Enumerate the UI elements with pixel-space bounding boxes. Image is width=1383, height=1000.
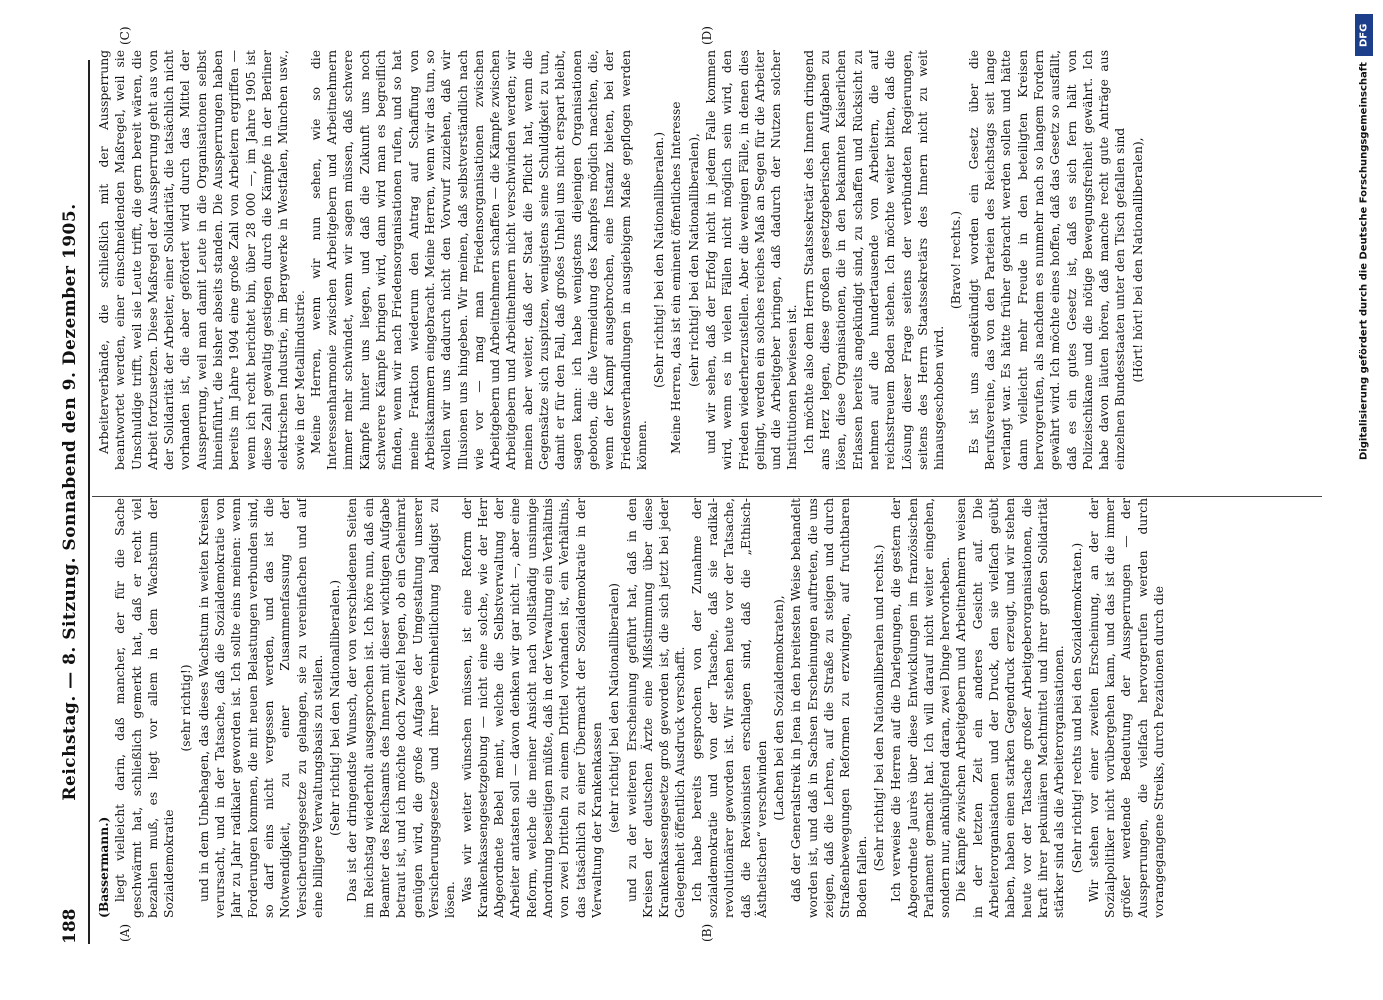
interjection: (Hört! hört! bei den Nationalliberalen), <box>1130 137 1145 383</box>
interjection: (sehr richtig! bei den Nationalliberalen), <box>686 133 701 387</box>
interjection: (Sehr richtig! bei den Nationalliberalen.) <box>652 132 667 389</box>
interjection: (Bravo! rechts.) <box>949 210 964 310</box>
dfg-sidebar <box>1335 10 1383 990</box>
margin-marker-d: (D) <box>700 26 714 45</box>
paragraph: Ich habe bereits gesprochen von der Zunahme der sozialdemokratie und von der Tatsache, daß sie radikal-revolutionärer geworden ist. Wir stehen heute vor der Tatsache, daß die Revisionisten erschlagen sind, daß die „Ethisch-Ästhetischen“ verschwinden <box>689 498 769 918</box>
margin-marker-b: (B) <box>700 923 714 942</box>
paragraph: und in dem Unbehagen, das dieses Wachstum in weiten Kreisen verursacht, und in der Tatsache, daß die Sozialdemokratie von Jahr zu Jahr radikaler geworden ist. Ich sollte eins meinen: wenn Forderungen kommen, die mit neuen Belastungen verbunden sind, so darf eins nicht vergessen werden, und das ist die Notwendigkeit, zu einer Zusammenfassung der Versicherungsgesetze zu gelangen, sie zu vereinfachen und auf eine billigere Verwaltungsbasis zu stellen. <box>196 498 325 918</box>
paragraph: Ich möchte also dem Herrn Staatssekretär des Innern dringend ans Herz legen, diese großen gesetzgeberischen Aufgaben zu lösen, diese Organisationen, die in den bekannten Kaiserlichen Erlassen bereits angekündigt sind, zu schaffen und Rücksicht zu nehmen auf die hundertausende von Arbeitern, die auf reichsstreuem Boden stehen. Ich möchte weiter bitten, daß die Lösung dieser Frage seitens der verbündeten Regierungen, seitens des Herrn Staatssekretärs des Innern nicht zu weit hinausgeschoben wird. <box>801 50 947 470</box>
paragraph: daß der Generalstreik in Jena in den breitesten Weise behandelt worden ist, und daß in Sachsen Erscheinungen auftreten, die uns zeigen, daß die Lehren, auf die Straße zu steigen und durch Straßenbewegungen Reformen zu erzwingen, auf fruchtbaren Boden fallen. <box>789 498 869 918</box>
header-rule <box>88 60 90 944</box>
interjection: (Sehr richtig! rechts und bei den Sozialdemokraten.) <box>1069 542 1084 874</box>
paragraph: Die Kämpfe zwischen Arbeitgebern und Arbeitnehmern weisen in der letzten Zeit ein anderes Gesicht auf. Die Arbeiterorganisationen und der Druck, den sie vielfach geübt haben, haben einen starken Gegendruck erzeugt, und wir stehen heute vor der Tatsache großer Arbeitgeberorganisationen, die kraft ihrer pekuniären Machtmittel und ihrer großen Solidarität stärker sind als die Arbeiterorganisationen. <box>954 498 1067 918</box>
running-title: Reichstag. — 8. Sitzung. Sonnabend den 9. Dezember 1905. <box>60 203 80 801</box>
paragraph: Was wir weiter wünschen müssen, ist eine Reform der Krankenkassengesetzgebung — nicht eine solche, wie der Herr Abgeordnete Bebel meint, welche die Selbstverwaltung der Arbeiter antasten soll — davon denken wir gar nicht —, aber eine Reform, welche die meiner Ansicht nach vollständig unsinnige Anordnung beseitigen müßte, daß in der Verwaltung ein Verhältnis von zwei Dritteln zu einem Drittel vorhanden ist, ein Verhältnis, das tatsächlich zu einer Übermacht der Sozialdemokratie in der Verwaltung der Krankenkassen <box>459 498 604 918</box>
right-column <box>96 50 1326 470</box>
digitization-credit: Digitalisierung gefördert durch die Deutsche Forschungsgemeinschaft <box>1358 62 1370 460</box>
paragraph: Es ist uns angekündigt worden ein Gesetz über die Berufsvereine, das von den Parteien des Reichstags seit lange verlangt war. Es hätte früher gebracht werden sollen und hätte dann vielleicht mehr Freude in den beteiligten Kreisen hervorgerufen, als nachdem es nunmehr nach so langem Fordern gewährt wird. Ich möchte eines hoffen, daß das Gesetz so ausfällt, daß es ein gutes Gesetz ist, daß es sich fern hält von Polizeischikane und die nötige Bewegungsfreiheit gewährt. Ich habe davon läuten hören, daß manche recht gute Anträge aus einzelnen Bundesstaaten unter den Tisch gefallen sind <box>966 50 1128 470</box>
margin-marker-a: (A) <box>118 923 132 942</box>
interjection: (Sehr richtig! bei den Nationalliberalen.) <box>328 580 343 837</box>
paragraph: Das ist der dringendste Wunsch, der von verschiedenen Seiten im Reichstag wiederholt ausgesprochen ist. Ich höre nun, daß ein Beamter des Reichsamts des Innern mit dieser wichtigen Aufgabe betraut ist, und ich möchte doch Zweifel hegen, ob ein Geheimrat genügen wird, die große Aufgabe der Umgestaltung unserer Versicherungsgesetze und ihrer Vereinheitlichung baldigst zu lösen. <box>345 498 458 918</box>
paragraph: Meine Herren, wenn wir nun sehen, wie so die Interessenharmonie zwischen Arbeitgebern und Arbeitnehmern immer mehr schwindet, wenn wir sagen müssen, daß schwere Kämpfe hinter uns liegen, und daß die Zukunft uns noch schwerere Kämpfe bringen wird, dann wird man es begreiflich finden, wenn wir nach Friedensorganisationen rufen, und so hat meine Fraktion wiederum den Antrag auf Schaffung von Arbeitskammern eingebracht. Meine Herren, wenn wir das tun, so wollen wir uns dadurch nicht den Vorwurf zuziehen, daß wir Illusionen uns hingeben. Wir meinen, daß selbstverständlich nach wie vor — mag man Friedensorganisationen zwischen Arbeitgebern und Arbeitnehmern schaffen — die Kämpfe zwischen Arbeitgebern und Arbeitnehmern nicht verschwinden werden; wir meinen aber weiter, daß der Staat die Pflicht hat, wenn die Gegensätze sich zuspitzen, wenigstens seine Schuldigkeit zu tun, damit er für den Fall, daß großes Unheil uns nicht erspart bleibt, sagen kann: ich habe wenigstens diejenigen Organisationen geboten, die die Vermeidung des Kampfes möglich machten, die, wenn der Kampf ausgebrochen, eine Instanz bieten, bei der Friedensverhandlungen in ausgiebigem Maße gepflogen werden können. <box>308 50 649 470</box>
margin-marker-c: (C) <box>118 26 132 45</box>
interjection: (Sehr richtig! bei den Nationalliberalen und rechts.) <box>871 544 886 872</box>
paragraph: und zu der weiteren Erscheinung geführt hat, daß in den Kreisen der deutschen Ärzte eine Mißstimmung über diese Krankenkassengesetze groß geworden ist, die sich jetzt bei jeder Gelegenheit öffentlich Ausdruck verschafft. <box>624 498 688 918</box>
column-divider <box>92 496 1322 497</box>
page-header <box>58 60 88 944</box>
paragraph: Arbeiterverbände, die schließlich mit der Aussperrung beantwortet werden, einer einschneidenden Maßregel, weil sie Unschuldige trifft, weil sie Leute trifft, die gern bereit wären, die Arbeit fortzusetzen. Diese Maßregel der Aussperrung geht aus von der Solidarität der Arbeiter, einer Solidarität, die tatsächlich nicht vorhanden ist, die aber gefördert wird durch das Mittel der Aussperrung, weil man damit Leute in die Organisationen selbst hineinführt, die bisher abseits standen. Die Aussperrungen haben bereits im Jahre 1904 eine große Zahl von Arbeitern ergriffen — wenn ich recht berichtet bin, über 28 000 —, im Jahre 1905 ist diese Zahl gewaltig gestiegen durch die Kämpfe in der Berliner elektrischen Industrie, im Bergwerke in Westfalen, München usw., sowie in der Metallindustrie. <box>97 50 307 470</box>
left-column <box>96 498 1326 918</box>
interjection: (Lachen bei den Sozialdemokraten), <box>772 595 787 821</box>
paragraph: Meine Herren, das ist ein eminent öffentliches Interesse <box>669 101 684 454</box>
dfg-logo: DFG <box>1355 14 1373 56</box>
interjection: (sehr richtig!) <box>179 664 194 752</box>
page-number: 188 <box>60 908 80 944</box>
interjection: (sehr richtig! bei den Nationalliberalen) <box>607 583 622 833</box>
paragraph: Wir stehen vor einer zweiten Erscheinung, an der der Sozialpolitiker nicht vorübergehen kann, und das ist die immer größer werdende Bedeutung der Aussperrungen — der Aussperrungen, die vielfach hervorgerufen werden durch vorangegangene Streiks, durch Pezationen durch die <box>1086 498 1166 918</box>
paragraph: liegt vielleicht darin, daß mancher, der für die Sache geschwärmt hat, schließlich gemerkt hat, daß er recht viel bezahlen muß, es liegt vor allem in dem Wachstum der Sozialdemokratie <box>113 498 177 918</box>
paragraph: und wir sehen, daß der Erfolg nicht in jedem Falle kommen wird, wenn es in vielen Fällen nicht möglich sein wird, den Frieden wiederherzustellen. Aber die wenigen Fälle, in denen dies gelingt, werden ein solches reiches Maß an Segen für die Arbeiter und die Arbeitgeber bringen, daß dadurch der Nutzen solcher Institutionen bewiesen ist. <box>703 50 800 470</box>
speaker-name: (Bassermann.) <box>96 816 111 918</box>
paragraph: Ich verweise die Herren auf die Darlegungen, die gestern der Abgeordnete Jaurès über diese Entwicklungen im französischen Parlament gemacht hat. Ich will darauf nicht weiter eingehen, sondern nur, anknüpfend daran, zwei Dinge hervorheben. <box>889 498 953 918</box>
